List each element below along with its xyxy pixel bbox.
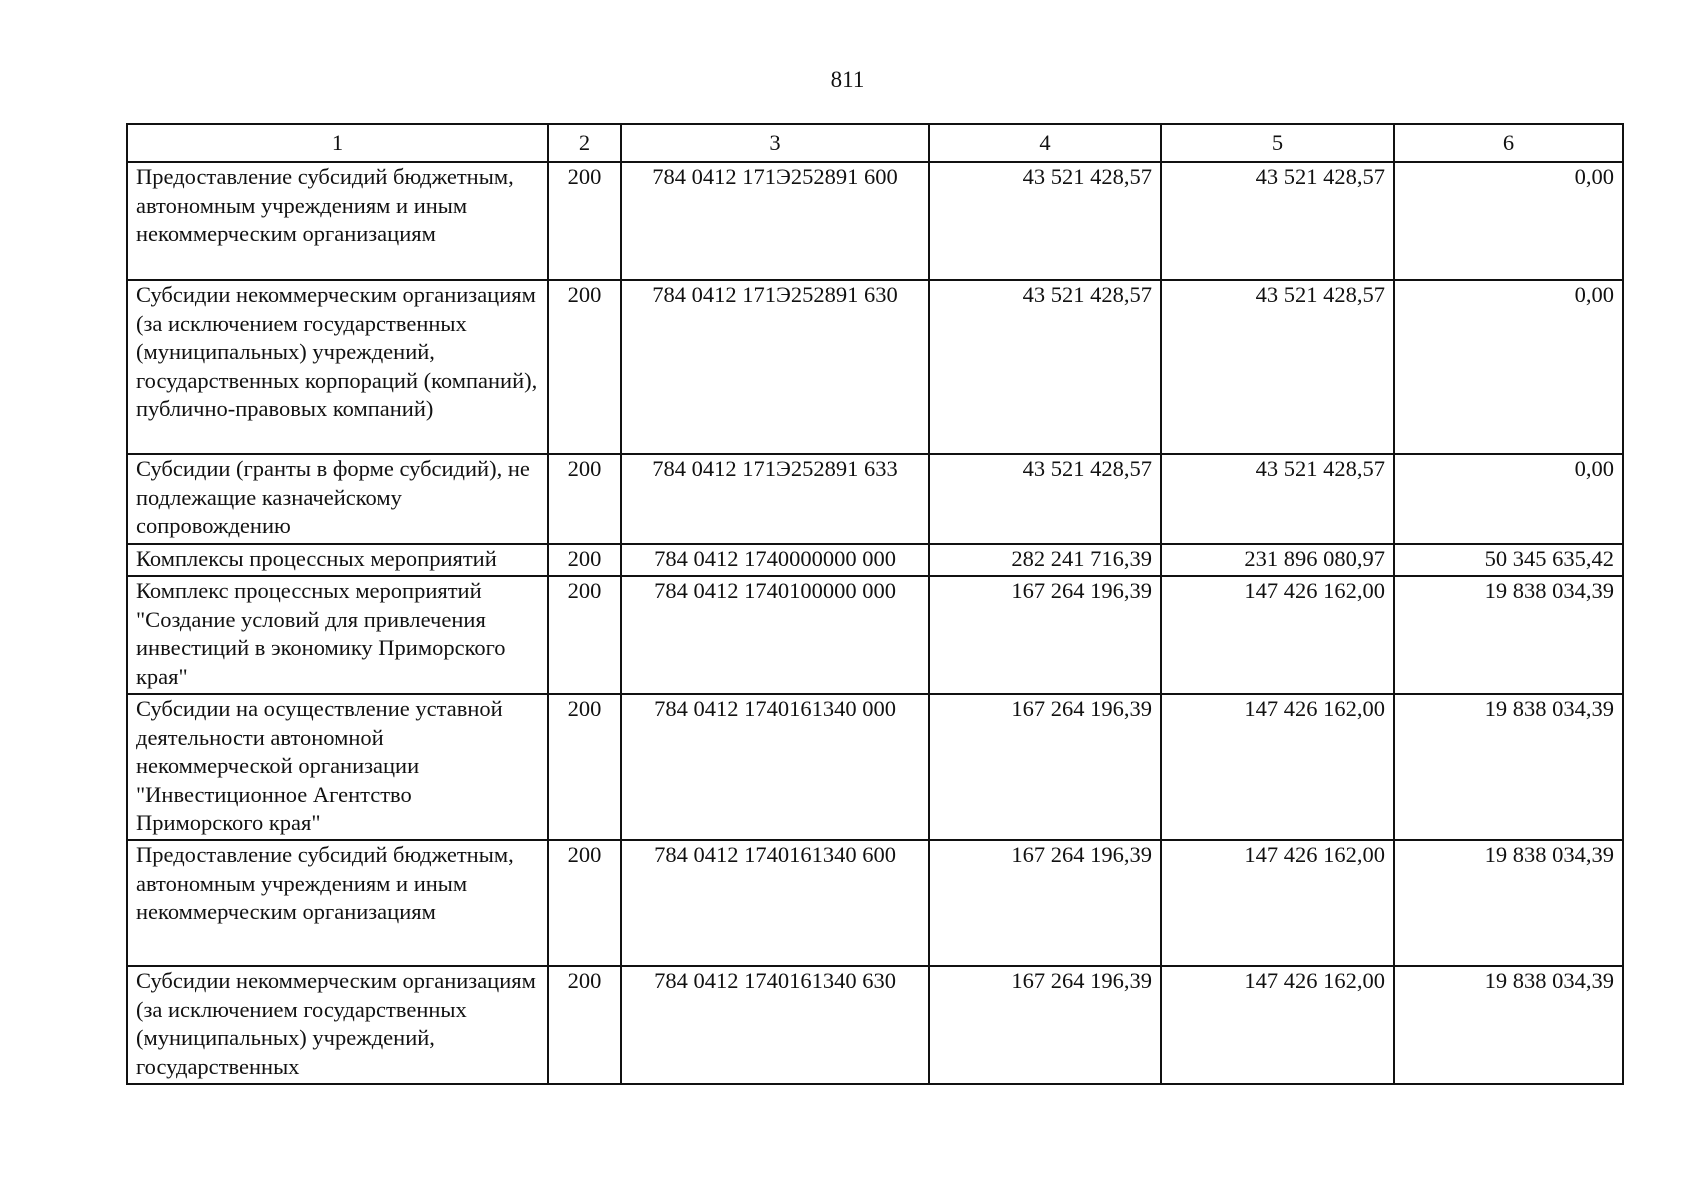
row-kbk: 784 0412 171Э252891 630 xyxy=(621,280,929,454)
row-col4: 167 264 196,39 xyxy=(929,840,1161,966)
row-col5: 147 426 162,00 xyxy=(1161,576,1394,694)
row-col5: 43 521 428,57 xyxy=(1161,280,1394,454)
table-row xyxy=(127,840,1623,966)
row-col4: 167 264 196,39 xyxy=(929,694,1161,840)
row-col6: 50 345 635,42 xyxy=(1394,544,1623,576)
row-name: Субсидии (гранты в форме субсидий), не подлежащие казначейскому сопровождению xyxy=(127,454,548,544)
column-header: 1 xyxy=(127,124,548,162)
row-code: 200 xyxy=(548,694,621,840)
row-col6: 19 838 034,39 xyxy=(1394,840,1623,966)
row-col6: 19 838 034,39 xyxy=(1394,966,1623,1084)
row-kbk: 784 0412 1740161340 000 xyxy=(621,694,929,840)
row-kbk: 784 0412 171Э252891 633 xyxy=(621,454,929,544)
row-col5: 43 521 428,57 xyxy=(1161,454,1394,544)
row-kbk: 784 0412 1740000000 000 xyxy=(621,544,929,576)
column-header: 2 xyxy=(548,124,621,162)
row-name: Субсидии некоммерческим организациям (за исключением государственных (муниципальных) учреждений, государственных xyxy=(127,966,548,1084)
row-name: Субсидии некоммерческим организациям (за исключением государственных (муниципальных) учреждений, государственных корпораций (компаний), публично-правовых компаний) xyxy=(127,280,548,454)
column-header: 4 xyxy=(929,124,1161,162)
row-name: Комплекс процессных мероприятий "Создание условий для привлечения инвестиций в экономику Приморского края" xyxy=(127,576,548,694)
row-col5: 147 426 162,00 xyxy=(1161,966,1394,1084)
table-row xyxy=(127,280,1623,454)
row-name: Предоставление субсидий бюджетным, автономным учреждениям и иным некоммерческим организациям xyxy=(127,162,548,280)
row-col5: 231 896 080,97 xyxy=(1161,544,1394,576)
column-header: 5 xyxy=(1161,124,1394,162)
row-col4: 167 264 196,39 xyxy=(929,576,1161,694)
table-row xyxy=(127,576,1623,694)
row-col5: 147 426 162,00 xyxy=(1161,694,1394,840)
row-code: 200 xyxy=(548,840,621,966)
row-code: 200 xyxy=(548,544,621,576)
table-row xyxy=(127,162,1623,280)
row-kbk: 784 0412 1740100000 000 xyxy=(621,576,929,694)
row-col6: 0,00 xyxy=(1394,162,1623,280)
table-header-row xyxy=(127,124,1623,162)
row-name: Комплексы процессных мероприятий xyxy=(127,544,548,576)
column-header: 3 xyxy=(621,124,929,162)
row-code: 200 xyxy=(548,280,621,454)
row-col4: 43 521 428,57 xyxy=(929,162,1161,280)
row-col6: 0,00 xyxy=(1394,280,1623,454)
row-code: 200 xyxy=(548,162,621,280)
table-row xyxy=(127,544,1623,576)
column-header: 6 xyxy=(1394,124,1623,162)
row-name: Предоставление субсидий бюджетным, автономным учреждениям и иным некоммерческим организациям xyxy=(127,840,548,966)
row-col4: 282 241 716,39 xyxy=(929,544,1161,576)
row-code: 200 xyxy=(548,576,621,694)
row-kbk: 784 0412 1740161340 600 xyxy=(621,840,929,966)
row-col5: 43 521 428,57 xyxy=(1161,162,1394,280)
row-col4: 167 264 196,39 xyxy=(929,966,1161,1084)
row-col6: 0,00 xyxy=(1394,454,1623,544)
row-col4: 43 521 428,57 xyxy=(929,454,1161,544)
row-col6: 19 838 034,39 xyxy=(1394,576,1623,694)
row-col4: 43 521 428,57 xyxy=(929,280,1161,454)
table-row xyxy=(127,454,1623,544)
row-code: 200 xyxy=(548,454,621,544)
budget-table xyxy=(126,123,1624,1085)
row-kbk: 784 0412 1740161340 630 xyxy=(621,966,929,1084)
row-code: 200 xyxy=(548,966,621,1084)
row-name: Субсидии на осуществление уставной деятельности автономной некоммерческой организации "Инвестиционное Агентство Приморского края" xyxy=(127,694,548,840)
row-kbk: 784 0412 171Э252891 600 xyxy=(621,162,929,280)
table-row xyxy=(127,694,1623,840)
row-col5: 147 426 162,00 xyxy=(1161,840,1394,966)
page-number: 811 xyxy=(830,67,865,92)
row-col6: 19 838 034,39 xyxy=(1394,694,1623,840)
table-row xyxy=(127,966,1623,1084)
